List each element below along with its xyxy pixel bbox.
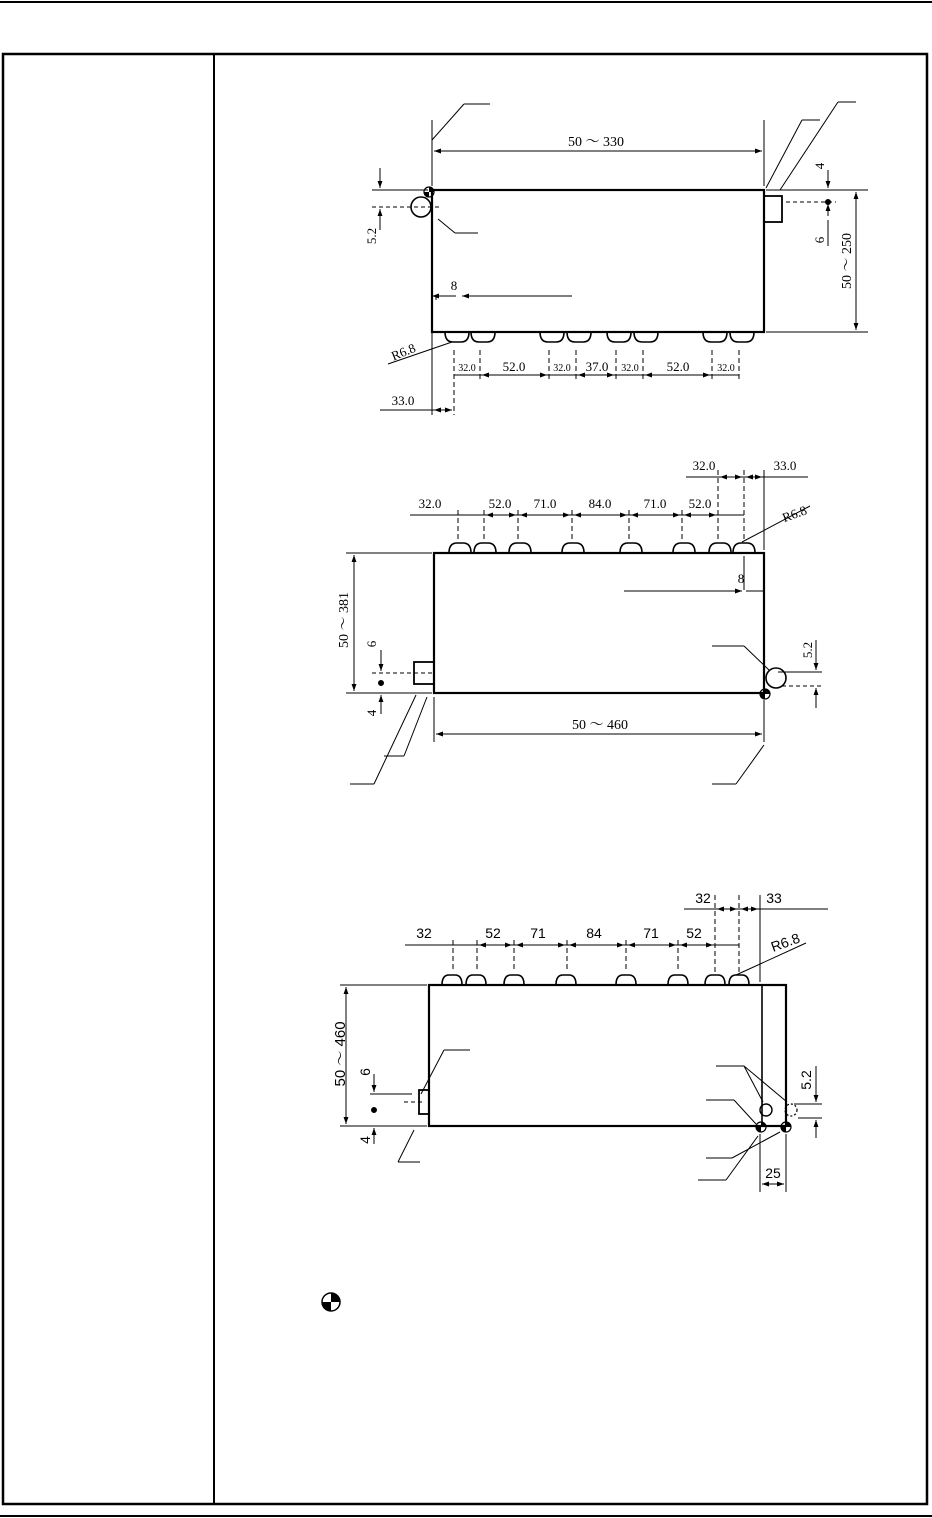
d3-radius: R6.8 <box>768 929 802 955</box>
d1-height-range: 50 ～ 250 <box>840 233 855 289</box>
d1-spacing: 32.0 <box>458 363 476 374</box>
body-outline <box>434 553 764 693</box>
connector-stub <box>764 196 782 222</box>
d2-dim-5-2: 5.2 <box>800 641 815 659</box>
mounting-tabs <box>445 332 754 342</box>
diagram-3 <box>340 895 828 1192</box>
d2-dim-8: 8 <box>737 571 745 586</box>
d2-spacing: 32.0 <box>418 496 442 511</box>
d3-height-range: 50 ～ 460 <box>332 1021 349 1087</box>
d1-dim-4: 4 <box>812 162 827 170</box>
d1-offset-33: 33.0 <box>391 393 415 408</box>
d2-overall-length: 50 ～ 460 <box>572 718 628 733</box>
d3-spacing: 52 <box>686 925 702 941</box>
d2-spacing: 52.0 <box>488 496 512 511</box>
datum-symbol-alt <box>781 1122 791 1132</box>
body-outline <box>429 985 786 1126</box>
d1-spacing: 32.0 <box>621 363 639 374</box>
diagram-2-labels <box>337 458 815 733</box>
datum-symbol-legend <box>322 1293 340 1311</box>
diagram-2 <box>346 470 822 784</box>
d2-height-range: 50 ～ 381 <box>337 592 352 648</box>
d1-overall-length: 50 ～ 330 <box>568 135 624 150</box>
diagram-1-labels <box>364 135 855 408</box>
d3-dim-5-2: 5.2 <box>798 1070 814 1090</box>
d1-spacing: 52.0 <box>502 359 526 374</box>
d3-dim-33: 33 <box>766 890 782 906</box>
d1-spacing: 37.0 <box>585 359 609 374</box>
datum-symbol <box>756 1122 766 1132</box>
d3-dim-25: 25 <box>765 1165 781 1181</box>
d2-spacing: 52.0 <box>688 496 712 511</box>
d1-dim-6: 6 <box>812 236 827 244</box>
d2-dim-32: 32.0 <box>692 458 716 473</box>
d3-spacing: 71 <box>530 925 546 941</box>
d3-spacing: 52 <box>485 925 501 941</box>
d1-spacing: 32.0 <box>553 363 571 374</box>
d2-spacing: 71.0 <box>643 496 667 511</box>
d3-dim-6: 6 <box>357 1068 373 1076</box>
d2-radius: R6.8 <box>780 502 809 526</box>
mounting-tabs <box>442 975 749 985</box>
d1-spacing: 32.0 <box>717 363 735 374</box>
d3-dim-32: 32 <box>695 890 711 906</box>
d3-spacing: 32 <box>416 925 432 941</box>
d2-dim-6: 6 <box>364 640 379 648</box>
mounting-hole <box>766 668 786 688</box>
datum-symbol <box>424 187 434 197</box>
d1-radius: R6.8 <box>388 340 418 364</box>
d1-spacing: 52.0 <box>666 359 690 374</box>
diagram-3-labels <box>332 890 814 1181</box>
d1-dim-5-2: 5.2 <box>364 227 379 245</box>
d2-dim-4: 4 <box>364 709 379 717</box>
d3-spacing: 84 <box>586 925 602 941</box>
d3-dim-4: 4 <box>357 1136 373 1144</box>
d3-spacing: 71 <box>643 925 659 941</box>
d2-spacing: 71.0 <box>533 496 557 511</box>
d2-spacing: 84.0 <box>588 496 612 511</box>
d2-dim-33: 33.0 <box>773 458 797 473</box>
datum-symbol <box>760 689 770 699</box>
page-frame <box>0 2 932 1516</box>
mounting-tabs <box>449 543 755 553</box>
body-outline <box>432 190 764 332</box>
d1-dim-8: 8 <box>450 278 458 293</box>
